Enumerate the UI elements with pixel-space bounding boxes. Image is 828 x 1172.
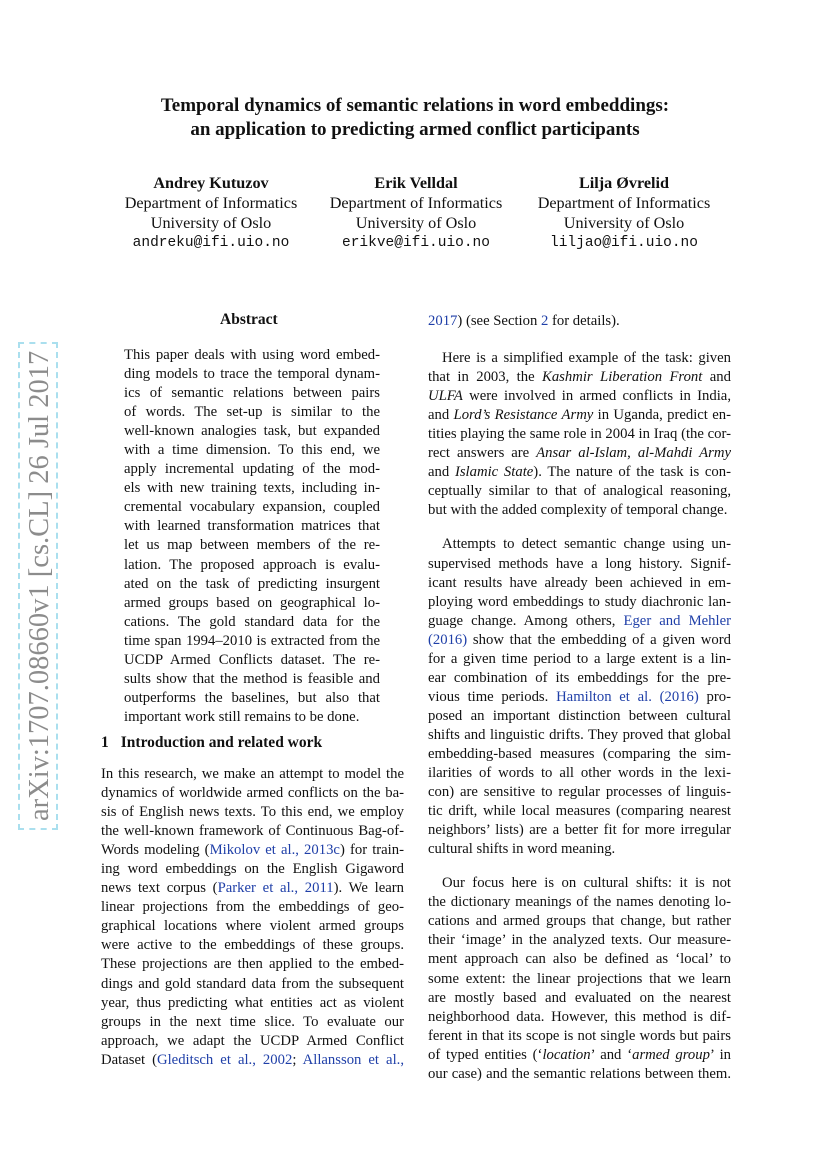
text-line: their ‘image’ in the analyzed texts. Our measure-	[428, 932, 731, 949]
text-line: graphical locations where violent armed groups	[101, 918, 404, 935]
text-line: 2017) (see Section 2 for details).	[428, 313, 620, 329]
author-name: Andrey Kutuzov	[153, 174, 269, 192]
text-line: Attempts to detect semantic change using un-	[442, 536, 731, 553]
text-line: supervised methods have a long history. Signif-	[428, 555, 731, 572]
abstract-paragraph	[124, 346, 380, 727]
text-line: time span 1994–2010 is extracted from the	[124, 632, 380, 649]
text-line: UCDP Armed Conflicts dataset. The re-	[124, 651, 380, 668]
citation-link[interactable]: Gleditsch et al., 2002	[156, 1051, 293, 1068]
text-line: ear combination of its embeddings for the pre-	[428, 669, 731, 686]
author-university: University of Oslo	[355, 214, 477, 232]
text-line: were active to the embeddings of these groups.	[101, 937, 404, 954]
text-line: lation. The proposed approach is evalu-	[124, 556, 380, 573]
citation-link[interactable]: Hamilton et al. (2016)	[556, 688, 699, 705]
author-block	[321, 173, 511, 253]
text-line: important work still remains to be done.	[124, 708, 360, 725]
author-name: Erik Velldal	[374, 174, 458, 192]
text-line: shifts and linguistic drifts. They proved that global	[428, 726, 731, 743]
author-university: University of Oslo	[150, 214, 272, 232]
abstract-heading: Abstract	[220, 311, 278, 328]
text-line: con) are sensitive to regular processes of linguis-	[428, 784, 731, 801]
text-line: ULFA were involved in armed conflicts in India,	[428, 388, 731, 405]
text-line: posed an important distinction between cultural	[428, 707, 731, 724]
text-line: This paper deals with using word embed-	[124, 347, 380, 363]
text-line: vious time periods. Hamilton et al. (2016) pro-	[428, 688, 731, 705]
text-line: Dataset (Gleditsch et al., 2002; Allansson et al.,	[101, 1051, 404, 1068]
citation-link[interactable]: 2017	[428, 313, 458, 329]
text-line: are mostly based and evaluated on the nearest	[428, 989, 731, 1006]
text-line: ing word embeddings on the English Gigaword	[101, 861, 404, 878]
author-block	[116, 173, 306, 253]
citation-link[interactable]: Mikolov et al., 2013c	[209, 842, 340, 859]
text-line: cremental vocabulary expansion, coupled	[124, 499, 380, 516]
text-line: sis of English news texts. To this end, we employ	[101, 804, 404, 821]
author-university: University of Oslo	[563, 214, 685, 232]
related-work-paragraph	[428, 535, 731, 859]
text-line: but with the added complexity of temporal change.	[428, 502, 728, 519]
text-line: embedding-based measures (comparing the sim-	[428, 745, 731, 762]
text-line: neighbors’ lists) are a better fit for more irregular	[428, 822, 731, 839]
text-line: Here is a simplified example of the task: given	[442, 350, 731, 367]
text-line: and Lord’s Resistance Army in Uganda, predict en-	[428, 407, 731, 424]
author-name: Lilja Øvrelid	[578, 174, 670, 192]
text-line: approach, we adapt the UCDP Armed Conflict	[101, 1032, 404, 1049]
text-line: tities playing the same role in 2004 in Iraq (the cor-	[428, 426, 731, 443]
text-line: our case) and the semantic relations between them.	[428, 1065, 731, 1082]
section-title: Introduction and related work	[120, 734, 323, 751]
intro-paragraph	[101, 765, 404, 1070]
text-line: and Islamic State). The nature of the task is con-	[428, 464, 731, 481]
intro-column-left	[101, 765, 404, 1070]
text-line: (2016) show that the embedding of a given word	[428, 631, 731, 648]
text-line: cultural shifts in word meaning.	[428, 841, 616, 858]
text-line: rect answers are Ansar al-Islam, al-Mahdi Army	[428, 445, 731, 462]
abstract-body	[124, 346, 380, 727]
text-line: news text corpus (Parker et al., 2011). We learn	[101, 880, 404, 897]
text-line: armed groups based on geographical lo-	[124, 594, 380, 611]
text-line: ploying word embeddings to study diachronic lan-	[428, 593, 731, 610]
text-line: neighborhood data. However, this method is dif-	[428, 1008, 731, 1025]
text-line: cations. The gold standard data for the	[124, 613, 380, 630]
text-line: linear projections from the embeddings of geo-	[101, 899, 404, 916]
text-line: cations and armed groups that change, but rather	[428, 913, 731, 930]
text-line: These projections are then applied to the embed-	[101, 956, 404, 973]
author-email[interactable]: andreku@ifi.uio.no	[132, 235, 290, 251]
text-line: outperforms the baselines, but also that	[124, 689, 380, 706]
text-line: with learned transformation matrices that	[124, 518, 380, 535]
author-email[interactable]: liljao@ifi.uio.no	[550, 235, 698, 251]
author-department: Department of Informatics	[124, 194, 298, 212]
text-line: let us map between members of the re-	[124, 537, 380, 554]
text-line: Words modeling (Mikolov et al., 2013c) for train-	[101, 842, 404, 859]
text-line: year, thus predicting what entities act as violent	[101, 994, 404, 1011]
text-line: some extent: the linear projections that we learn	[428, 970, 731, 987]
citation-link[interactable]: Eger and Mehler	[623, 612, 731, 629]
text-line: ferent in that its scope is not single words but pairs	[428, 1027, 731, 1044]
text-line: In this research, we make an attempt to model the	[101, 766, 404, 782]
citation-link[interactable]: Allansson et al.,	[302, 1051, 404, 1068]
text-line: els with new training texts, including in-	[124, 480, 380, 497]
text-line: ilarities of words to all other words in the lexi-	[428, 765, 731, 782]
text-line: tic drift, while local measures (comparing nearest	[428, 803, 731, 820]
citation-link[interactable]: Parker et al., 2011	[217, 880, 334, 897]
text-line: apply incremental updating of the mod-	[124, 461, 380, 478]
focus-paragraph	[428, 874, 731, 1084]
text-line: icant results have already been achieved in em-	[428, 574, 731, 591]
text-line: sults show that the method is feasible and	[124, 670, 380, 687]
text-line: well-known analogies task, but expanded	[124, 423, 380, 440]
text-line: with a time dimension. To this end, we	[124, 442, 380, 459]
text-line: for a given time period to a large extent is a lin-	[428, 650, 731, 667]
text-line: dynamics of worldwide armed conflicts on the ba-	[101, 785, 404, 802]
text-line: that in 2003, the Kashmir Liberation Front and	[428, 369, 731, 386]
right-column	[428, 312, 731, 1084]
text-line: dings and gold standard data from the subsequent	[101, 975, 404, 992]
text-line: ics of semantic relations between pairs	[124, 385, 380, 402]
text-line: of words. The set-up is similar to the	[124, 404, 380, 421]
continued-paragraph	[428, 312, 731, 331]
text-line: ment approach can also be defined as ‘local’ to	[428, 951, 731, 968]
section-heading	[101, 734, 322, 752]
title-line: Temporal dynamics of semantic relations in word embeddings:	[160, 95, 670, 116]
author-block	[529, 173, 719, 253]
section-reference-link[interactable]: 2	[540, 313, 549, 329]
text-line: of typed entities (‘location’ and ‘armed group’ in	[428, 1046, 731, 1063]
text-line: ceptually similar to that of analogical reasoning,	[428, 483, 731, 500]
text-line: guage change. Among others, Eger and Mehler	[428, 612, 731, 629]
text-line: groups in the next time slice. To evaluate our	[101, 1013, 404, 1030]
author-department: Department of Informatics	[329, 194, 503, 212]
author-email[interactable]: erikve@ifi.uio.no	[342, 235, 490, 251]
text-line: Our focus here is on cultural shifts: it is not	[442, 875, 731, 892]
section-number: 1	[101, 734, 109, 751]
text-line: the well-known framework of Continuous Bag-of-	[101, 823, 404, 840]
citation-link[interactable]: (2016)	[428, 631, 468, 648]
author-department: Department of Informatics	[537, 194, 711, 212]
paper-title	[100, 94, 730, 142]
text-line: the dictionary meanings of the names denoting lo-	[428, 894, 731, 911]
example-paragraph	[428, 349, 731, 520]
text-line: ated on the task of predicting insurgent	[124, 575, 380, 592]
text-line: ding models to trace the temporal dynam-	[124, 366, 380, 383]
arxiv-identifier-stamp: arXiv:1707.08660v1 [cs.CL] 26 Jul 2017	[18, 342, 58, 830]
title-line: an application to predicting armed conflict participants	[190, 119, 640, 140]
